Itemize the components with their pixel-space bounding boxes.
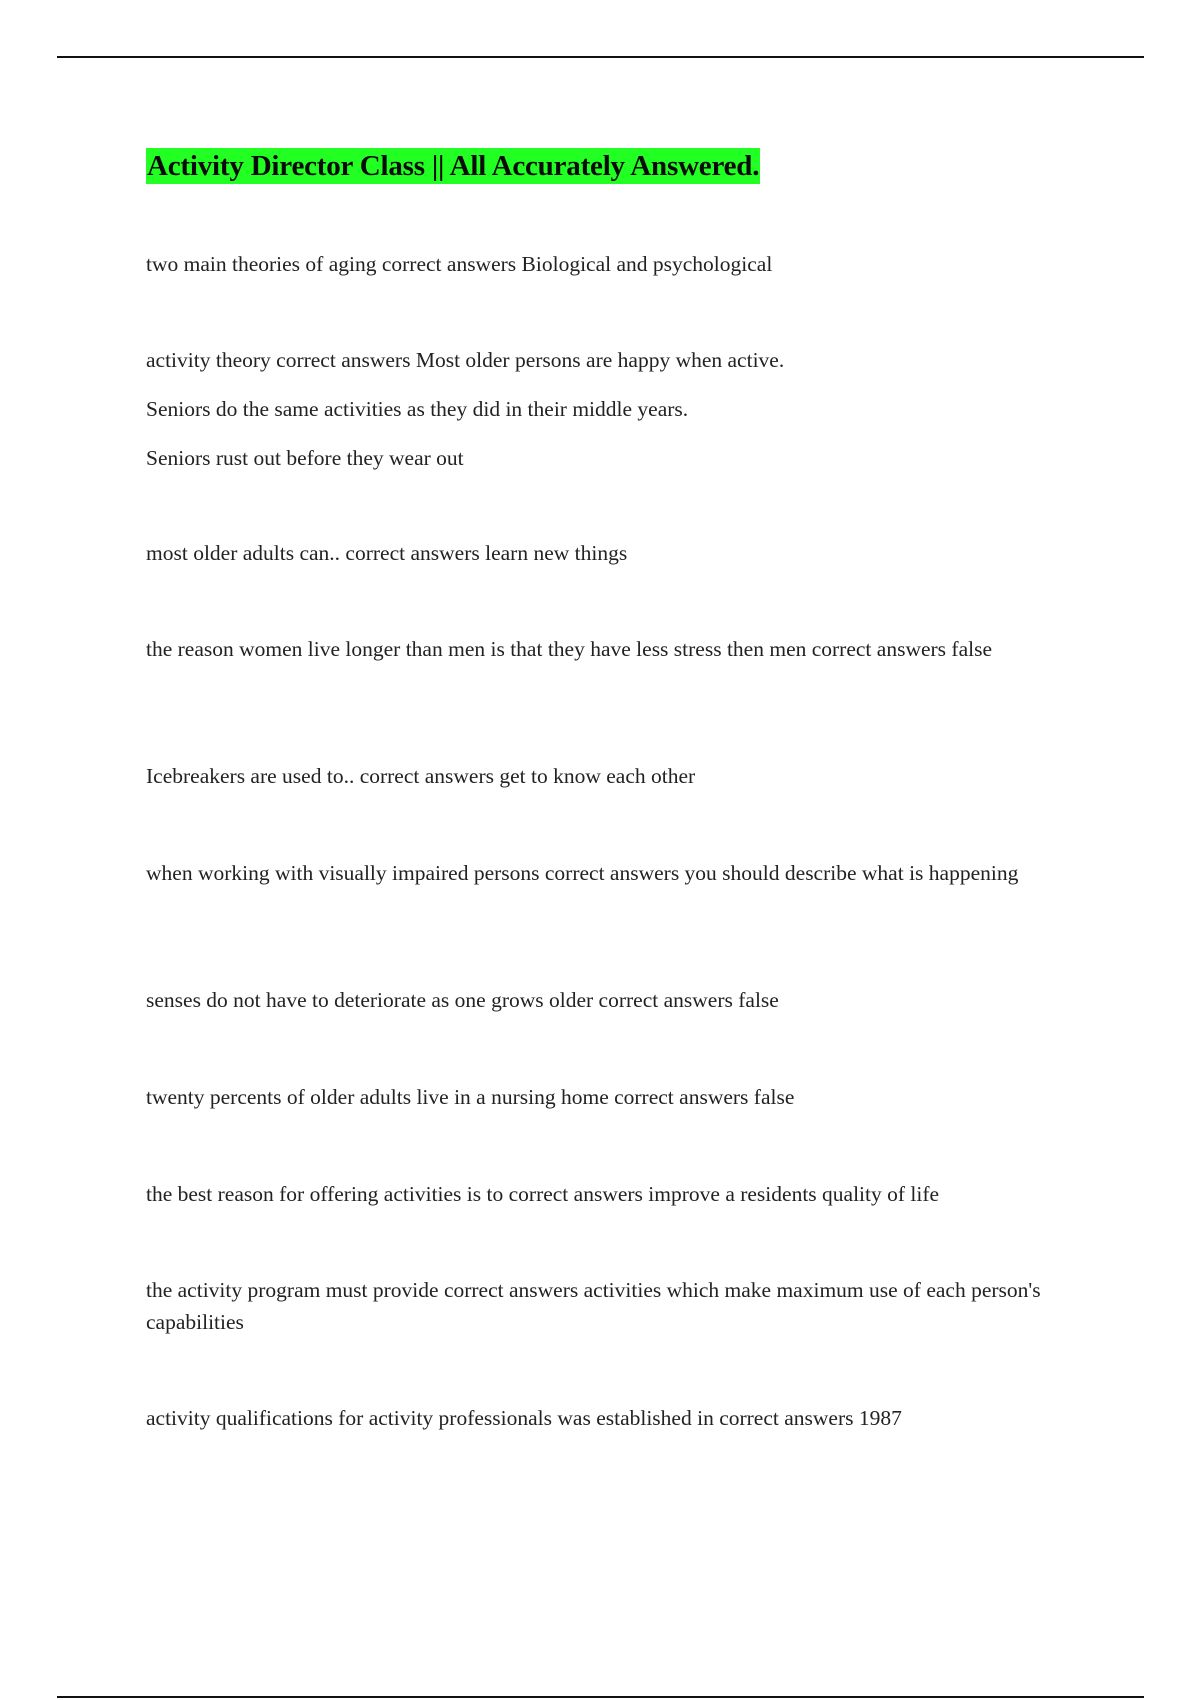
qa-text-continuation: Seniors do the same activities as they did in their middle years. [146, 397, 689, 421]
qa-text: the activity program must provide correct answers activities which make maximum use of each person's capabilities [146, 1278, 1041, 1334]
qa-entry [146, 857, 1081, 889]
qa-text: two main theories of aging correct answers Biological and psychological [146, 252, 773, 276]
bottom-rule [57, 1696, 1144, 1698]
qa-entry [146, 984, 1081, 1016]
qa-text: the reason women live longer than men is that they have less stress then men correct answers false [146, 637, 992, 661]
document-body [146, 146, 1081, 1430]
qa-text: senses do not have to deteriorate as one grows older correct answers false [146, 988, 779, 1012]
top-rule [57, 56, 1144, 58]
qa-entry [146, 760, 1081, 792]
qa-text: twenty percents of older adults live in a nursing home correct answers false [146, 1085, 795, 1109]
qa-text: Icebreakers are used to.. correct answers get to know each other [146, 764, 696, 788]
qa-text-continuation: Seniors rust out before they wear out [146, 446, 464, 470]
qa-entry [146, 1178, 1081, 1210]
qa-text: activity theory correct answers Most older persons are happy when active. [146, 348, 785, 372]
qa-text: when working with visually impaired persons correct answers you should describe what is happening [146, 861, 1019, 885]
qa-entry [146, 1402, 1081, 1434]
qa-entry [146, 537, 1081, 569]
qa-text: the best reason for offering activities is to correct answers improve a residents quality of life [146, 1182, 940, 1206]
qa-text: activity qualifications for activity professionals was established in correct answers 1987 [146, 1406, 902, 1430]
qa-entry [146, 344, 1081, 474]
qa-entry [146, 1081, 1081, 1113]
document-title: Activity Director Class || All Accurately Answered. [147, 150, 760, 182]
document-title-block [146, 146, 1081, 190]
qa-entry [146, 248, 1081, 280]
qa-entry [146, 633, 1081, 665]
qa-text: most older adults can.. correct answers learn new things [146, 541, 628, 565]
qa-entry [146, 1274, 1081, 1338]
